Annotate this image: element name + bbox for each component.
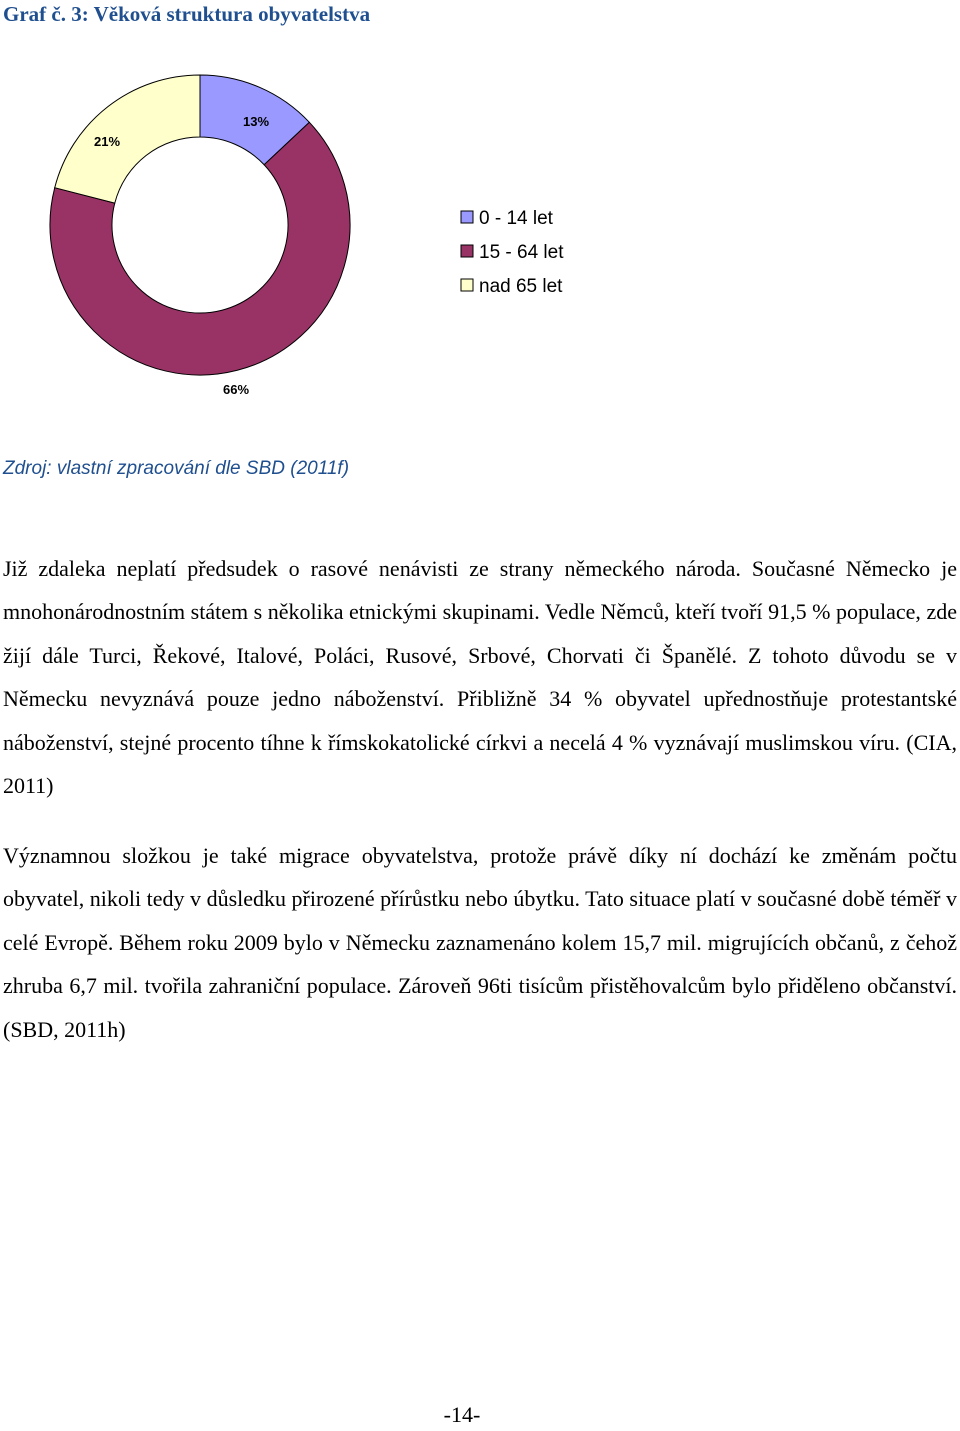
chart-legend: [461, 208, 564, 297]
paragraph-2: Významnou složkou je také migrace obyvatelstva, protože právě díky ní dochází ke změnám počtu obyvatel, nikoli tedy v důsledku přirozené přírůstku nebo úbytku. Tato situace platí v současné době téměř v celé Evropě. Během roku 2009 bylo v Německu zaznamenáno kolem 15,7 mil. migrujících občanů, z čehož zhruba 6,7 mil. tvořila zahraniční populace. Zároveň 96ti tisícům přistěhovalcům bylo přiděleno občanství. (SBD, 2011h): [3, 843, 957, 1042]
slice-label-3: 21%: [93, 134, 121, 149]
legend-label-2: 15 - 64 let: [479, 242, 564, 263]
slice-3: [55, 75, 200, 203]
legend-label-1: 0 - 14 let: [479, 208, 553, 229]
age-structure-donut-chart: [0, 28, 620, 448]
legend-swatch-2: [461, 245, 473, 257]
slice-label-1: 13%: [242, 114, 270, 129]
slice-label-2: 66%: [222, 382, 250, 397]
figure-caption: Graf č. 3: Věková struktura obyvatelstva: [3, 2, 371, 26]
page-number: -14-: [443, 1402, 481, 1427]
source-note: Zdroj: vlastní zpracování dle SBD (2011f): [3, 458, 350, 479]
legend-swatch-3: [461, 279, 473, 291]
legend-label-3: nad 65 let: [479, 276, 563, 297]
legend-swatch-1: [461, 211, 473, 223]
paragraph-1: Již zdaleka neplatí předsudek o rasové nenávisti ze strany německého národa. Současné Německo je mnohonárodnostním státem s několika etnickými skupinami. Vedle Němců, kteří tvoří 91,5 % populace, zde žijí dále Turci, Řekové, Italové, Poláci, Rusové, Srbové, Chorvati či Španělé. Z tohoto důvodu se v Německu nevyznává pouze jedno náboženství. Přibližně 34 % obyvatel upřednostňuje protestantské náboženství, stejné procento tíhne k římskokatolické církvi a necelá 4 % vyznávají muslimskou víru. (CIA, 2011): [3, 556, 957, 799]
